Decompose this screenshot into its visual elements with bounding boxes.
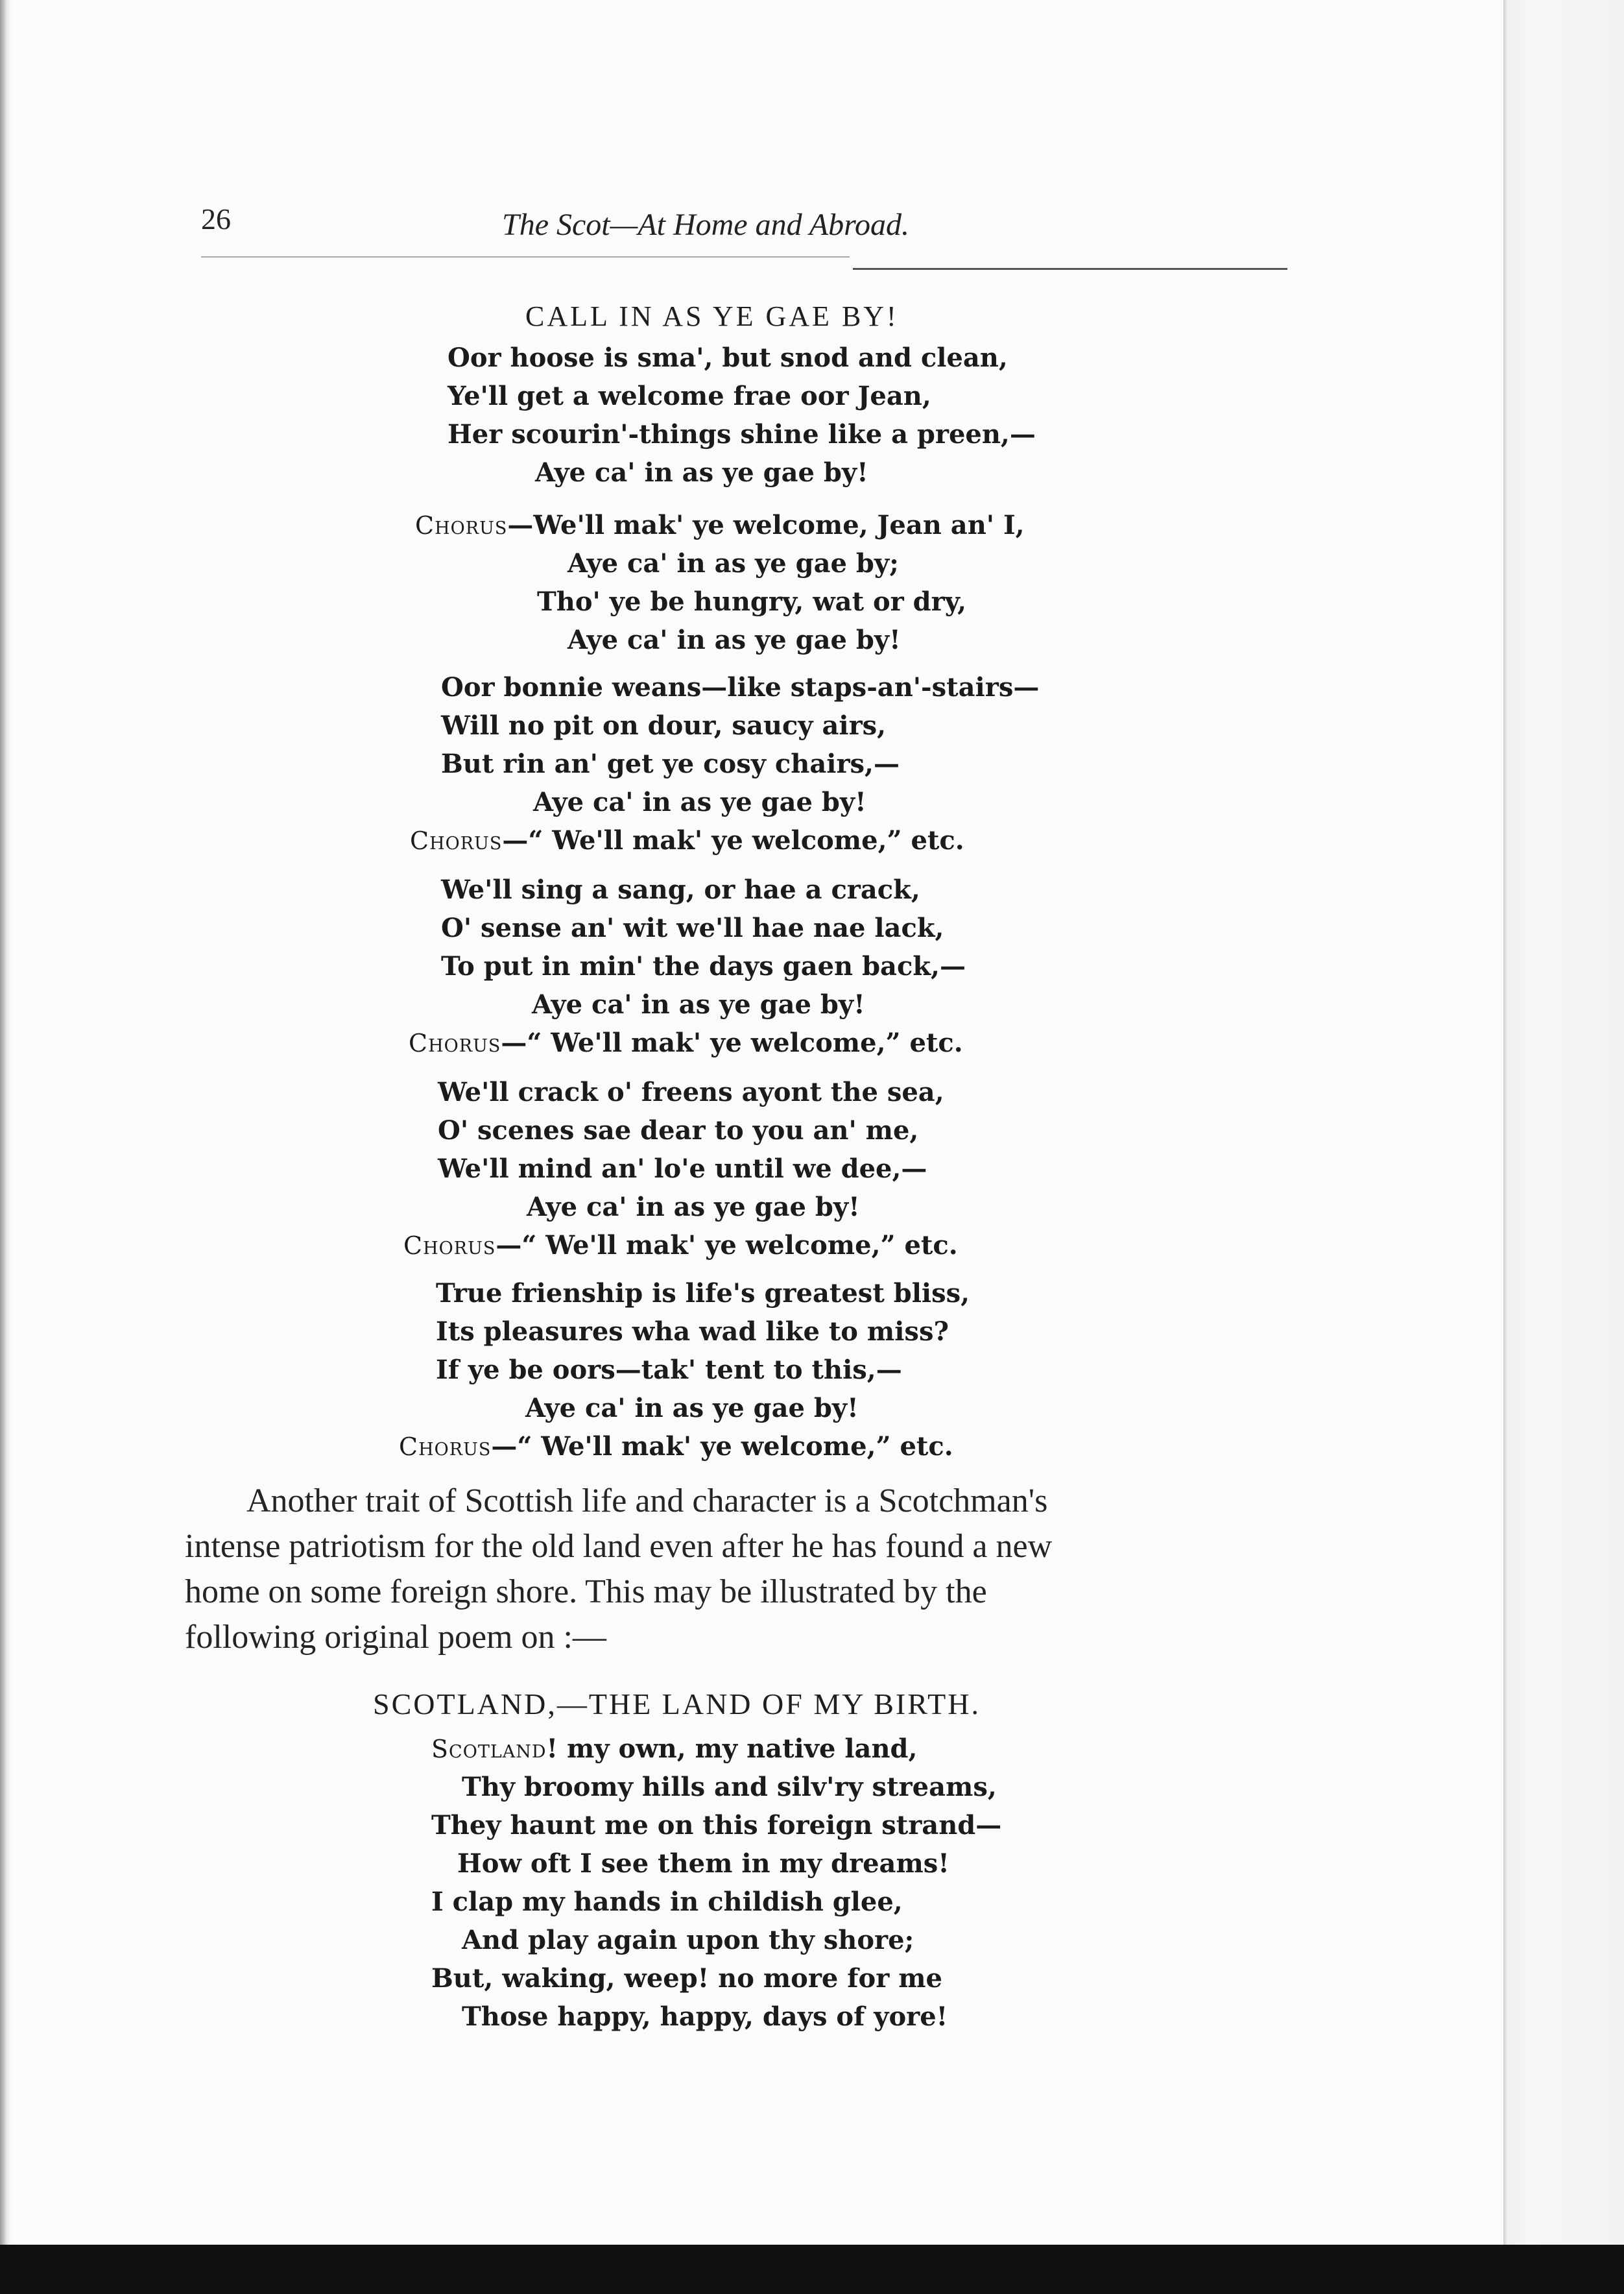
chorus-label: Chorus bbox=[399, 1432, 492, 1461]
poem-line bbox=[431, 1733, 917, 1764]
poem-line: And play again upon thy shore; bbox=[462, 1925, 914, 1955]
verse-line: O' scenes sae dear to you an' me, bbox=[438, 1115, 919, 1146]
chorus-text: —“ We'll mak' ye welcome,” etc. bbox=[496, 1230, 958, 1261]
verse-line: We'll sing a sang, or hae a crack, bbox=[441, 875, 920, 905]
poem-line-text: ! my own, my native land, bbox=[546, 1733, 918, 1764]
chorus-text: —“ We'll mak' ye welcome,” etc. bbox=[501, 1028, 963, 1058]
paragraph-line: Another trait of Scottish life and character is a Scotchman's bbox=[246, 1482, 1048, 1519]
poem-first-word: Scotland bbox=[431, 1735, 547, 1763]
verse-line: Her scourin'-things shine like a preen,— bbox=[448, 419, 1036, 450]
poem-title: SCOTLAND,—THE LAND OF MY BIRTH. bbox=[373, 1687, 981, 1720]
header-rule bbox=[201, 256, 850, 258]
verse-line: Oor hoose is sma', but snod and clean, bbox=[448, 343, 1008, 373]
chorus-ref bbox=[399, 1431, 953, 1462]
chorus-label: Chorus bbox=[409, 1029, 501, 1057]
chorus-ref bbox=[403, 1230, 958, 1261]
verse-line: But rin an' get ye cosy chairs,— bbox=[441, 749, 900, 779]
chorus-label: Chorus bbox=[415, 511, 508, 540]
chorus-text: —“ We'll mak' ye welcome,” etc. bbox=[491, 1431, 953, 1462]
verse-line: Aye ca' in as ye gae by! bbox=[535, 457, 868, 488]
chorus-line: Aye ca' in as ye gae by! bbox=[567, 625, 901, 655]
verse-line: We'll mind an' lo'e until we dee,— bbox=[438, 1153, 927, 1184]
scan-border bbox=[0, 2245, 1624, 2294]
verse-line: If ye be oors—tak' tent to this,— bbox=[436, 1355, 902, 1385]
chorus-text: —We'll mak' ye welcome, Jean an' I, bbox=[507, 510, 1025, 540]
page-header bbox=[195, 198, 1297, 250]
verse-line: Oor bonnie weans—like staps-an'-stairs— bbox=[441, 672, 1040, 703]
paragraph-line: intense patriotism for the old land even after he has found a new bbox=[185, 1528, 1053, 1565]
chorus-ref bbox=[410, 825, 964, 856]
chorus-label: Chorus bbox=[410, 827, 503, 855]
binding-shadow bbox=[0, 0, 12, 2294]
verse-line: O' sense an' wit we'll hae nae lack, bbox=[441, 913, 944, 943]
facing-page-edge bbox=[1503, 0, 1624, 2294]
chorus-label: Chorus bbox=[403, 1231, 496, 1260]
poem-line: But, waking, weep! no more for me bbox=[431, 1963, 942, 1994]
chorus-line: Tho' ye be hungry, wat or dry, bbox=[537, 586, 967, 617]
verse-line: True frienship is life's greatest bliss, bbox=[436, 1278, 970, 1309]
paragraph-line: home on some foreign shore. This may be illustrated by the bbox=[185, 1573, 987, 1610]
verse-line: We'll crack o' freens ayont the sea, bbox=[438, 1077, 944, 1107]
verse-line: Ye'll get a welcome frae oor Jean, bbox=[448, 381, 931, 411]
poem-line: They haunt me on this foreign strand— bbox=[431, 1810, 1002, 1841]
page-number: 26 bbox=[201, 202, 231, 235]
header-rule-heavy bbox=[853, 268, 1287, 270]
chorus-line bbox=[415, 510, 1025, 540]
poem-line: Those happy, happy, days of yore! bbox=[462, 2001, 948, 2032]
verse-line: Aye ca' in as ye gae by! bbox=[525, 1393, 859, 1423]
poem-line: I clap my hands in childish glee, bbox=[431, 1887, 903, 1917]
verse-line: Aye ca' in as ye gae by! bbox=[532, 989, 865, 1020]
verse-line: Its pleasures wha wad like to miss? bbox=[436, 1316, 949, 1347]
paragraph-line: following original poem on :— bbox=[185, 1619, 606, 1656]
verse-line: Will no pit on dour, saucy airs, bbox=[441, 710, 887, 741]
poem-line: How oft I see them in my dreams! bbox=[457, 1848, 949, 1879]
verse-line: To put in min' the days gaen back,— bbox=[441, 951, 966, 982]
chorus-line: Aye ca' in as ye gae by; bbox=[567, 548, 899, 579]
chorus-text: —“ We'll mak' ye welcome,” etc. bbox=[502, 825, 964, 856]
chorus-ref bbox=[409, 1028, 963, 1058]
verse-line: Aye ca' in as ye gae by! bbox=[527, 1192, 860, 1222]
poem-line: Thy broomy hills and silv'ry streams, bbox=[462, 1772, 997, 1802]
verse-line: Aye ca' in as ye gae by! bbox=[533, 787, 866, 817]
song-title: CALL IN AS YE GAE BY! bbox=[525, 300, 899, 332]
running-title: The Scot—At Home and Abroad. bbox=[502, 208, 909, 242]
